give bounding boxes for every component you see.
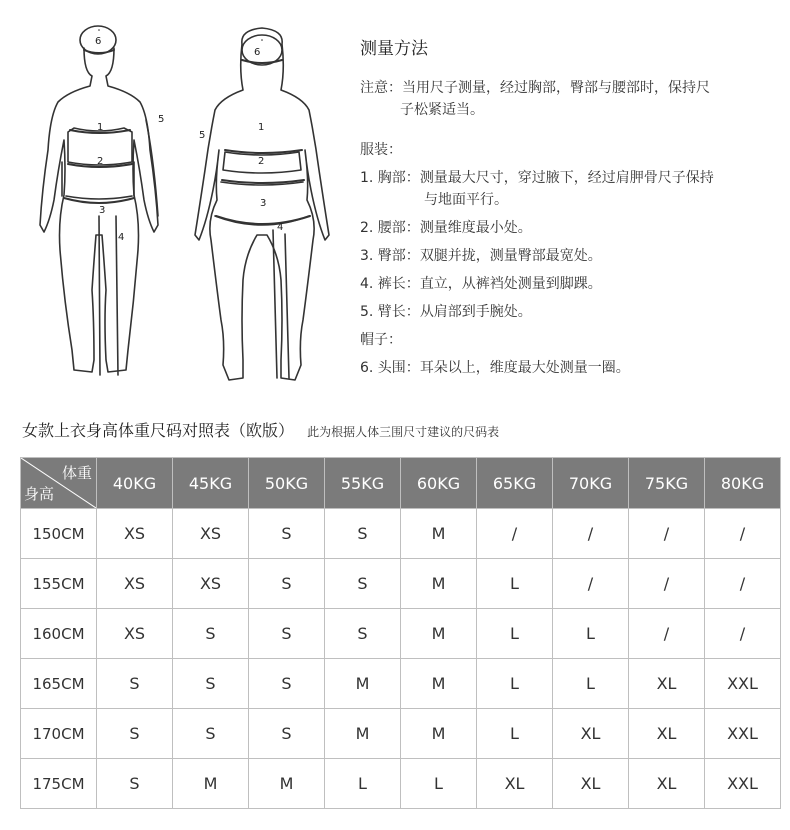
female-label-arm: 5 bbox=[199, 130, 206, 141]
height-row-header: 155CM bbox=[21, 559, 97, 609]
clothing-list bbox=[360, 167, 780, 323]
size-cell: M bbox=[401, 559, 477, 609]
size-cell: / bbox=[477, 509, 553, 559]
weight-column-header: 45KG bbox=[173, 458, 249, 509]
size-cell: S bbox=[173, 709, 249, 759]
list-item: 3. 臀部： 双腿并拢，测量臀部最宽处。 bbox=[360, 248, 602, 264]
size-cell: L bbox=[553, 659, 629, 709]
table-row bbox=[21, 709, 781, 759]
weight-column-header: 55KG bbox=[325, 458, 401, 509]
size-cell: M bbox=[401, 709, 477, 759]
weight-column-header: 50KG bbox=[249, 458, 325, 509]
note-tail: 子松紧适当。 bbox=[400, 102, 484, 118]
size-cell: XL bbox=[477, 759, 553, 809]
size-cell: XS bbox=[97, 509, 173, 559]
list-item-tail: 与地面平行。 bbox=[424, 192, 508, 208]
list-item: 2. 腰部： 测量维度最小处。 bbox=[360, 220, 532, 236]
size-cell: S bbox=[325, 609, 401, 659]
table-row bbox=[21, 509, 781, 559]
size-cell: / bbox=[553, 509, 629, 559]
size-cell: XL bbox=[553, 759, 629, 809]
table-row bbox=[21, 609, 781, 659]
size-cell: L bbox=[477, 609, 553, 659]
size-cell: / bbox=[629, 509, 705, 559]
size-cell: S bbox=[325, 559, 401, 609]
weight-column-header: 70KG bbox=[553, 458, 629, 509]
hat-heading: 帽子： bbox=[360, 332, 402, 348]
size-cell: XXL bbox=[705, 759, 781, 809]
size-cell: / bbox=[629, 609, 705, 659]
size-cell: S bbox=[97, 709, 173, 759]
male-figure bbox=[40, 26, 158, 375]
table-subtitle: 此为根据人体三围尺寸建议的尺码表 bbox=[307, 425, 500, 439]
size-cell: XXL bbox=[705, 709, 781, 759]
size-cell: / bbox=[705, 609, 781, 659]
size-cell: S bbox=[249, 559, 325, 609]
size-cell: / bbox=[705, 559, 781, 609]
table-title-text: 女款上衣身高体重尺码对照表（欧版） bbox=[22, 421, 295, 440]
list-item: 6. 头围： 耳朵以上，维度最大处测量一圈。 bbox=[360, 360, 630, 376]
height-row-header: 150CM bbox=[21, 509, 97, 559]
size-cell: M bbox=[401, 609, 477, 659]
male-label-inseam: 4 bbox=[118, 232, 125, 243]
height-row-header: 165CM bbox=[21, 659, 97, 709]
height-header: 身高 bbox=[24, 485, 55, 503]
table-header-row bbox=[21, 458, 781, 509]
size-cell: M bbox=[325, 709, 401, 759]
size-cell: M bbox=[401, 659, 477, 709]
size-cell: S bbox=[249, 709, 325, 759]
size-cell: L bbox=[477, 709, 553, 759]
size-chart-table bbox=[20, 457, 781, 809]
list-item: 1. 胸部： 测量最大尺寸，穿过腋下，经过肩胛骨尺子保持 bbox=[360, 170, 714, 186]
note-text: 当用尺子测量，经过胸部，臀部与腰部时，保持尺 bbox=[402, 80, 710, 96]
female-label-head: 6 bbox=[254, 47, 261, 58]
size-cell: XL bbox=[553, 709, 629, 759]
list-item: 5. 臂长： 从肩部到手腕处。 bbox=[360, 304, 532, 320]
weight-column-header: 60KG bbox=[401, 458, 477, 509]
size-cell: L bbox=[401, 759, 477, 809]
size-cell: S bbox=[97, 659, 173, 709]
female-label-inseam: 4 bbox=[277, 222, 284, 233]
weight-column-header: 80KG bbox=[705, 458, 781, 509]
size-cell: XS bbox=[173, 509, 249, 559]
size-cell: XS bbox=[173, 559, 249, 609]
size-cell: L bbox=[325, 759, 401, 809]
height-row-header: 160CM bbox=[21, 609, 97, 659]
height-row-header: 175CM bbox=[21, 759, 97, 809]
clothing-heading: 服装： bbox=[360, 142, 402, 158]
table-row bbox=[21, 559, 781, 609]
male-label-head: 6 bbox=[95, 36, 102, 47]
size-cell: S bbox=[173, 659, 249, 709]
size-cell: L bbox=[477, 559, 553, 609]
size-cell: S bbox=[249, 509, 325, 559]
female-label-hip: 3 bbox=[260, 198, 267, 209]
size-cell: L bbox=[553, 609, 629, 659]
weight-header: 体重 bbox=[61, 464, 92, 482]
body-figures-illustration bbox=[20, 20, 340, 390]
female-label-chest: 1 bbox=[258, 122, 265, 133]
note-key: 注意： bbox=[360, 80, 402, 96]
size-cell: XL bbox=[629, 709, 705, 759]
size-cell: XXL bbox=[705, 659, 781, 709]
measurement-instructions bbox=[360, 34, 780, 379]
size-cell: XS bbox=[97, 559, 173, 609]
weight-column-header: 75KG bbox=[629, 458, 705, 509]
female-label-waist: 2 bbox=[258, 156, 265, 167]
size-cell: / bbox=[553, 559, 629, 609]
size-cell: S bbox=[97, 759, 173, 809]
size-table-title bbox=[22, 418, 499, 441]
height-row-header: 170CM bbox=[21, 709, 97, 759]
table-row bbox=[21, 659, 781, 709]
size-cell: S bbox=[325, 509, 401, 559]
size-cell: L bbox=[477, 659, 553, 709]
male-label-chest: 1 bbox=[97, 122, 104, 133]
size-cell: S bbox=[173, 609, 249, 659]
male-label-hip: 3 bbox=[99, 205, 106, 216]
size-cell: M bbox=[401, 509, 477, 559]
size-cell: S bbox=[249, 609, 325, 659]
measurement-figures bbox=[20, 20, 340, 390]
note-row bbox=[360, 77, 780, 99]
size-cell: XL bbox=[629, 759, 705, 809]
instructions-title: 测量方法 bbox=[360, 39, 428, 59]
size-cell: / bbox=[705, 509, 781, 559]
size-cell: M bbox=[325, 659, 401, 709]
size-cell: S bbox=[249, 659, 325, 709]
male-label-arm: 5 bbox=[158, 114, 165, 125]
weight-column-header: 40KG bbox=[97, 458, 173, 509]
size-cell: M bbox=[173, 759, 249, 809]
male-label-waist: 2 bbox=[97, 156, 104, 167]
weight-column-header: 65KG bbox=[477, 458, 553, 509]
size-cell: XS bbox=[97, 609, 173, 659]
size-cell: / bbox=[629, 559, 705, 609]
corner-cell bbox=[21, 458, 97, 509]
size-cell: XL bbox=[629, 659, 705, 709]
table-row bbox=[21, 759, 781, 809]
list-item: 4. 裤长： 直立，从裤裆处测量到脚踝。 bbox=[360, 276, 602, 292]
size-cell: M bbox=[249, 759, 325, 809]
